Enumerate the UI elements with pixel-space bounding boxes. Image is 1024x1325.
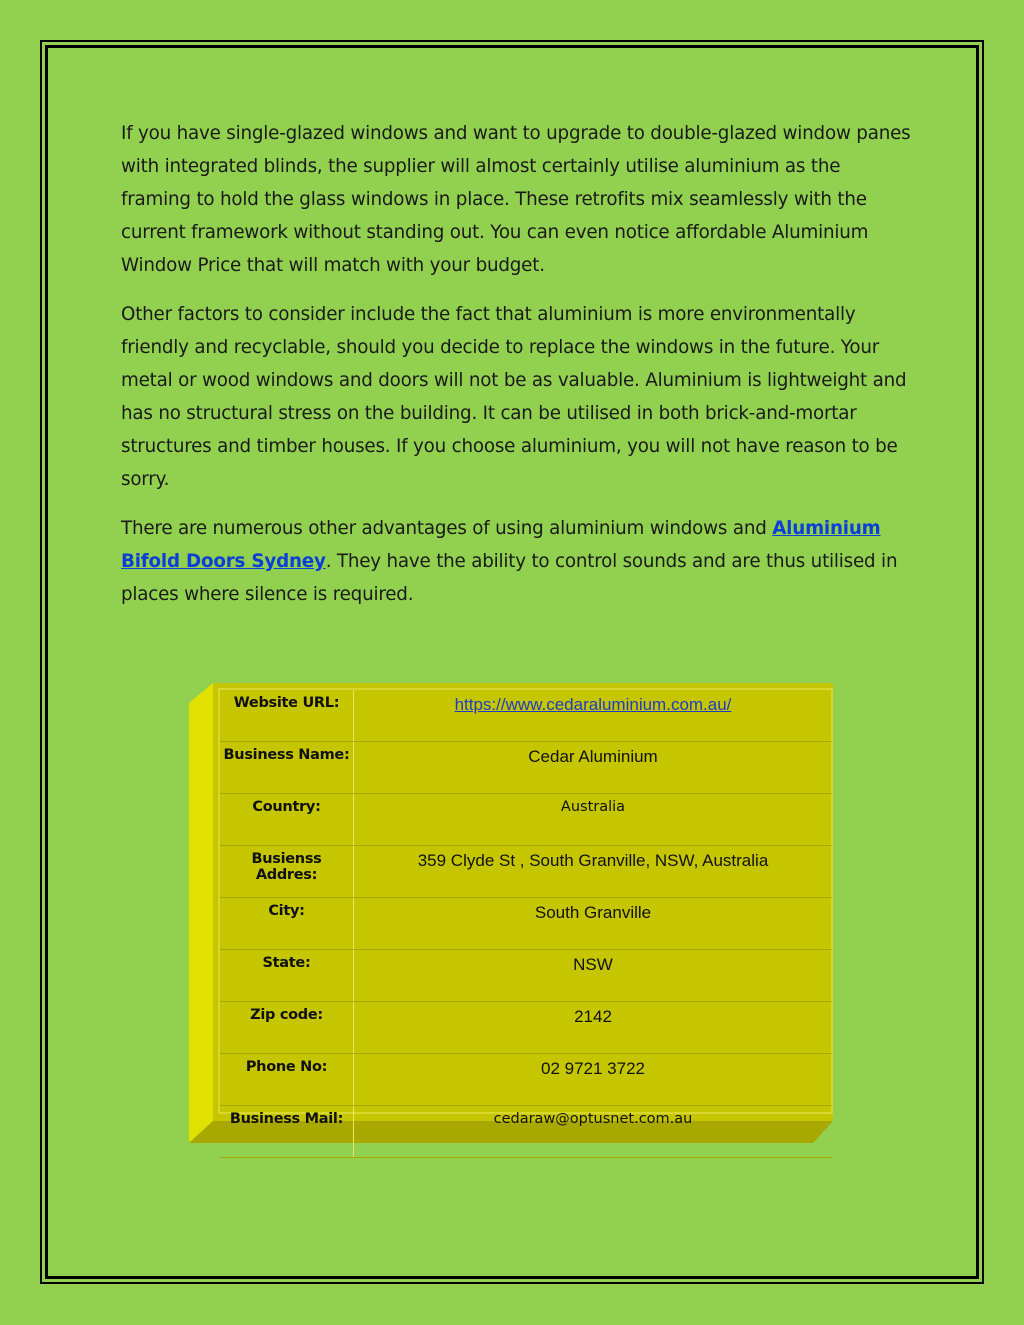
bifold-doors-link[interactable]: Aluminium Bifold Doors Sydney — [121, 518, 881, 572]
mail-value: cedaraw@optusnet.com.au — [354, 1106, 833, 1158]
table-row — [220, 794, 832, 846]
country-label: Country: — [220, 794, 354, 846]
paragraph-3-end: . They have the ability to control sounds and are thus utilised in places where silence is required. — [121, 551, 898, 605]
table-row — [220, 898, 832, 950]
phone-value: 02 9721 3722 — [354, 1054, 833, 1106]
paragraph-1: If you have single-glazed windows and want to upgrade to double-glazed window panes with integrated blinds, the supplier will almost certainly utilise aluminium as the framing to hold the glass windows in place. These retrofits mix seamlessly with the current framework without standing out. You can even notice affordable Aluminium Window Price that will match with your budget. — [121, 123, 911, 276]
phone-label: Phone No: — [220, 1054, 354, 1106]
table-row — [220, 1002, 832, 1054]
table-row — [220, 950, 832, 1002]
table-row — [220, 742, 832, 794]
business-info-table — [220, 690, 832, 1158]
business-info-box — [189, 683, 833, 1143]
table-row — [220, 690, 832, 742]
table-row — [220, 846, 832, 898]
paragraph-3 — [121, 512, 911, 611]
website-link[interactable]: https://www.cedaraluminium.com.au/ — [454, 695, 732, 714]
table-row — [220, 1106, 832, 1158]
paragraph-3-start: There are numerous other advantages of using aluminium windows and — [121, 518, 773, 539]
city-label: City: — [220, 898, 354, 950]
box-left-bevel — [189, 683, 213, 1143]
paragraph-2: Other factors to consider include the fact that aluminium is more environmentally friendly and recyclable, should you decide to replace the windows in the future. Your metal or wood windows and doors will not be as valuable. Aluminium is lightweight and has no structural stress on the building. It can be utilised in both brick-and-mortar structures and timber houses. If you choose aluminium, you will not have reason to be sorry. — [121, 304, 907, 490]
city-value: South Granville — [354, 898, 833, 950]
address-label: Busienss Addres: — [220, 846, 354, 898]
website-label: Website URL: — [220, 690, 354, 742]
address-value: 359 Clyde St , South Granville, NSW, Australia — [354, 846, 833, 898]
zip-value: 2142 — [354, 1002, 833, 1054]
state-label: State: — [220, 950, 354, 1002]
website-value — [354, 690, 833, 742]
table-row — [220, 1054, 832, 1106]
article-body — [121, 117, 911, 627]
business-name-label: Business Name: — [220, 742, 354, 794]
state-value: NSW — [354, 950, 833, 1002]
zip-label: Zip code: — [220, 1002, 354, 1054]
country-value: Australia — [354, 794, 833, 846]
business-name-value: Cedar Aluminium — [354, 742, 833, 794]
mail-label: Business Mail: — [220, 1106, 354, 1158]
